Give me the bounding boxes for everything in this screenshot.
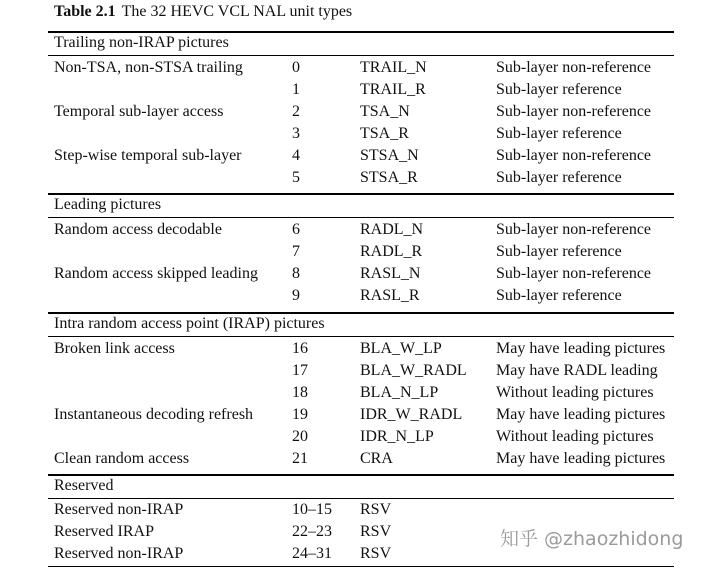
table-row: [54, 285, 674, 307]
picture-type-cell: Step-wise temporal sub-layer: [54, 147, 242, 164]
nal-type-name-cell: BLA_N_LP: [360, 384, 439, 401]
nal-type-value-cell: 20: [292, 428, 308, 445]
description-cell: May have leading pictures: [496, 450, 666, 467]
nal-type-value-cell: 5: [292, 169, 300, 186]
table-row: [54, 145, 674, 167]
table-row: [54, 79, 674, 101]
nal-type-value-cell: 0: [292, 59, 300, 76]
picture-type-cell: Temporal sub-layer access: [54, 103, 224, 120]
nal-type-name-cell: IDR_W_RADL: [360, 406, 463, 423]
nal-type-value-cell: 21: [292, 450, 308, 467]
section-title: Leading pictures: [54, 196, 162, 213]
description-cell: Sub-layer reference: [496, 125, 622, 142]
description-cell: Sub-layer reference: [496, 169, 622, 186]
nal-type-value-cell: 22–23: [292, 523, 332, 540]
table-caption: [54, 2, 352, 22]
nal-type-value-cell: 17: [292, 362, 308, 379]
table-row: [54, 360, 674, 382]
table-rule: [48, 55, 674, 56]
description-cell: Without leading pictures: [496, 384, 654, 401]
table-row: [54, 263, 674, 285]
section-title: Reserved: [54, 477, 114, 494]
table-rule: [48, 474, 674, 476]
picture-type-cell: Reserved non-IRAP: [54, 545, 184, 562]
nal-type-value-cell: 3: [292, 125, 300, 142]
table-row: [54, 448, 674, 470]
nal-type-name-cell: RSV: [360, 523, 392, 540]
nal-type-name-cell: TRAIL_N: [360, 59, 427, 76]
nal-type-name-cell: IDR_N_LP: [360, 428, 434, 445]
table-row: [54, 499, 674, 521]
nal-type-value-cell: 8: [292, 265, 300, 282]
nal-type-name-cell: RSV: [360, 545, 392, 562]
description-cell: May have RADL leading: [496, 362, 658, 379]
table-row: [54, 382, 674, 404]
description-cell: Sub-layer non-reference: [496, 147, 652, 164]
description-cell: Sub-layer non-reference: [496, 59, 652, 76]
nal-type-value-cell: 18: [292, 384, 308, 401]
table-rule: [48, 336, 674, 337]
nal-type-value-cell: 19: [292, 406, 308, 423]
table-row: [54, 167, 674, 189]
picture-type-cell: Non-TSA, non-STSA trailing: [54, 59, 243, 76]
table-row: [54, 404, 674, 426]
table-row: [54, 241, 674, 263]
description-cell: Sub-layer reference: [496, 81, 622, 98]
section-title: Trailing non-IRAP pictures: [54, 34, 229, 51]
nal-type-name-cell: STSA_R: [360, 169, 418, 186]
nal-type-name-cell: BLA_W_RADL: [360, 362, 467, 379]
table-rule: [48, 217, 674, 218]
description-cell: Sub-layer non-reference: [496, 221, 652, 238]
description-cell: May have leading pictures: [496, 406, 666, 423]
table-row: [54, 57, 674, 79]
description-cell: May have leading pictures: [496, 340, 666, 357]
picture-type-cell: Random access skipped leading: [54, 265, 258, 282]
nal-type-name-cell: RASL_R: [360, 287, 420, 304]
description-cell: Sub-layer reference: [496, 287, 622, 304]
picture-type-cell: Broken link access: [54, 340, 175, 357]
nal-type-value-cell: 4: [292, 147, 300, 164]
table-row: [54, 123, 674, 145]
picture-type-cell: Clean random access: [54, 450, 190, 467]
table-rule: [48, 566, 674, 567]
nal-type-name-cell: RADL_R: [360, 243, 423, 260]
description-cell: Sub-layer reference: [496, 243, 622, 260]
zhihu-watermark: 知乎 @zhaozhidong: [500, 528, 684, 550]
nal-type-name-cell: TSA_N: [360, 103, 410, 120]
table-row: [54, 426, 674, 448]
table-row: [54, 101, 674, 123]
table-row: [54, 219, 674, 241]
nal-type-value-cell: 9: [292, 287, 300, 304]
nal-type-name-cell: BLA_W_LP: [360, 340, 442, 357]
nal-type-name-cell: STSA_N: [360, 147, 419, 164]
nal-type-value-cell: 7: [292, 243, 300, 260]
picture-type-cell: Reserved non-IRAP: [54, 501, 184, 518]
nal-type-value-cell: 6: [292, 221, 300, 238]
picture-type-cell: Reserved IRAP: [54, 523, 154, 540]
nal-type-name-cell: RADL_N: [360, 221, 424, 238]
description-cell: Without leading pictures: [496, 428, 654, 445]
table-number: Table 2.1: [54, 3, 116, 20]
picture-type-cell: Instantaneous decoding refresh: [54, 406, 254, 423]
nal-type-name-cell: CRA: [360, 450, 393, 467]
table-row: [54, 338, 674, 360]
nal-type-name-cell: RASL_N: [360, 265, 421, 282]
nal-type-name-cell: TSA_R: [360, 125, 409, 142]
nal-type-value-cell: 24–31: [292, 545, 332, 562]
nal-type-value-cell: 16: [292, 340, 308, 357]
nal-type-name-cell: TRAIL_R: [360, 81, 426, 98]
nal-type-value-cell: 10–15: [292, 501, 332, 518]
table-title: The 32 HEVC VCL NAL unit types: [121, 3, 353, 20]
description-cell: Sub-layer non-reference: [496, 265, 652, 282]
nal-type-value-cell: 2: [292, 103, 300, 120]
nal-type-value-cell: 1: [292, 81, 300, 98]
nal-type-name-cell: RSV: [360, 501, 392, 518]
picture-type-cell: Random access decodable: [54, 221, 222, 238]
section-title: Intra random access point (IRAP) pictures: [54, 315, 325, 332]
description-cell: Sub-layer non-reference: [496, 103, 652, 120]
